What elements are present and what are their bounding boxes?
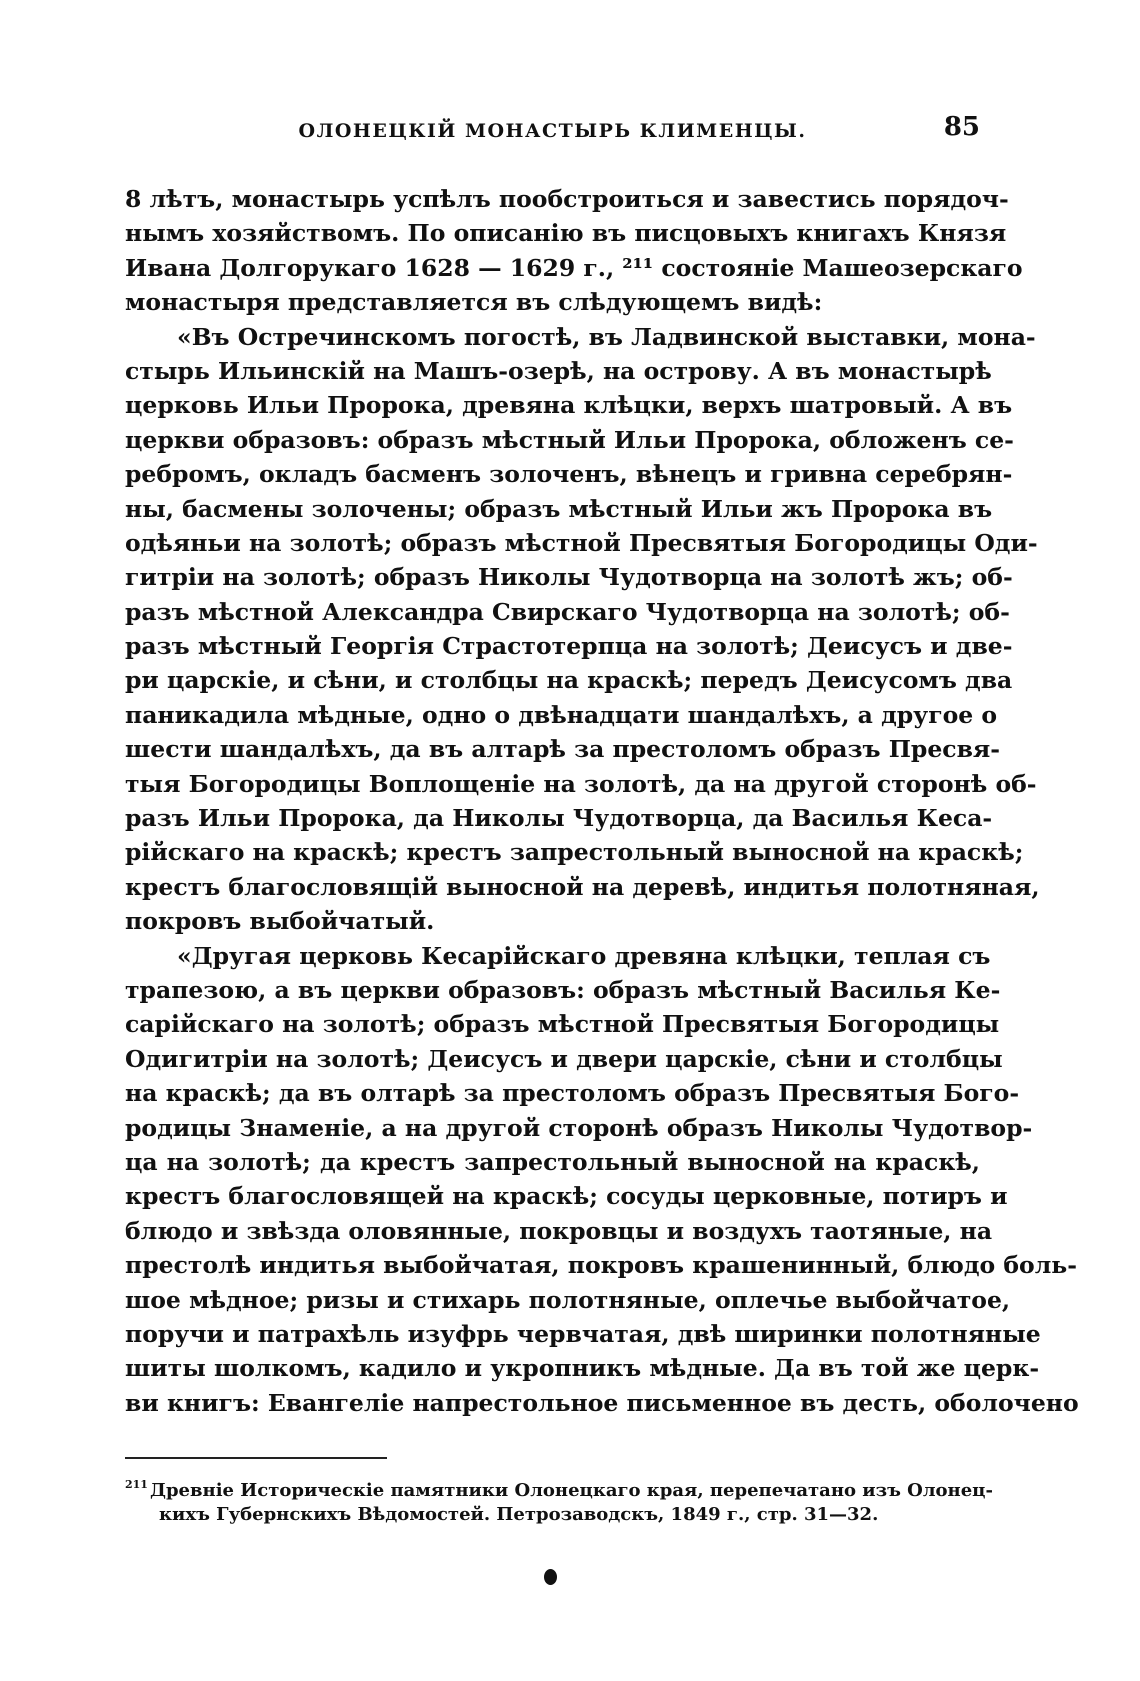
text-line: шое мѣдное; ризы и стихарь полотняные, оплечье выбойчатое, <box>125 1285 1011 1314</box>
text-line: ца на золотѣ; да крестъ запрестольный выносной на краскѣ, <box>125 1147 980 1176</box>
page-number: 85 <box>943 112 980 142</box>
text-line: «Въ Остречинскомъ погостѣ, въ Ладвинской выставки, мона- <box>177 322 1036 351</box>
text-line: стырь Ильинскій на Машъ-озерѣ, на острову. А въ монастырѣ <box>125 356 992 385</box>
text-line: нымъ хозяйствомъ. По описанію въ писцовыхъ книгахъ Князя <box>125 219 1007 248</box>
text-line: ви книгъ: Евангеліе напрестольное письменное въ десть, оболочено <box>125 1388 1079 1417</box>
text-line: шести шандалѣхъ, да въ алтарѣ за престоломъ образъ Пресвя- <box>125 735 1001 764</box>
text-line: тыя Богородицы Воплощеніе на золотѣ, да на другой сторонѣ об- <box>125 769 1037 798</box>
text-line: гитріи на золотѣ; образъ Николы Чудотворца на золотѣ жъ; об- <box>125 563 1013 592</box>
footnote-marker: 211 <box>125 1478 148 1491</box>
text-line: крестъ благословящій выносной на деревѣ, индитья полотняная, <box>125 872 1040 901</box>
footnote-divider <box>125 1457 387 1459</box>
text-line: церковь Ильи Пророка, древяна клѣцки, верхъ шатровый. А въ <box>125 391 1013 420</box>
text-line: монастыря представляется въ слѣдующемъ видѣ: <box>125 288 823 317</box>
text-line: ны, басмены золочены; образъ мѣстный Ильи жъ Пророка въ <box>125 494 993 523</box>
text-line: сарійскаго на золотѣ; образъ мѣстной Пресвятыя Богородицы <box>125 1010 1000 1039</box>
text-line: Ивана Долгорукаго 1628 — 1629 г., ²¹¹ состояніе Машеозерскаго <box>125 253 1023 282</box>
page-header <box>125 108 980 148</box>
text-line: поручи и патрахѣль изуфрь червчатая, двѣ ширинки полотняные <box>125 1319 1041 1348</box>
main-text <box>125 182 1079 1420</box>
text-line: покровъ выбойчатый. <box>125 907 435 936</box>
text-line: разъ мѣстный Георгія Страстотерпца на золотѣ; Деисусъ и две- <box>125 632 1013 661</box>
footnote-text: Древніе Историческіе памятники Олонецкаго края, перепечатано изъ Олонец- <box>149 1480 993 1501</box>
text-line: разъ мѣстной Александра Свирскаго Чудотворца на золотѣ; об- <box>125 597 1010 626</box>
footnote <box>125 1470 993 1530</box>
text-line: престолѣ индитья выбойчатая, покровъ крашенинный, блюдо боль- <box>125 1251 1077 1280</box>
footnote-line: кихъ Губернскихъ Вѣдомостей. Петрозаводскъ, 1849 г., стр. 31—32. <box>159 1504 879 1525</box>
text-line: «Другая церковь Кесарійскаго древяна клѣцки, теплая съ <box>177 941 991 970</box>
footnote-line <box>125 1470 993 1501</box>
text-line: рійскаго на краскѣ; крестъ запрестольный выносной на краскѣ; <box>125 838 1024 867</box>
text-line: одѣяньи на золотѣ; образъ мѣстной Пресвятыя Богородицы Оди- <box>125 528 1038 557</box>
text-line: родицы Знаменіе, а на другой сторонѣ образъ Николы Чудотвор- <box>125 1113 1033 1142</box>
text-line: паникадила мѣдные, одно о двѣнадцати шандалѣхъ, а другое о <box>125 700 998 729</box>
text-line: 8 лѣтъ, монастырь успѣлъ пообстроиться и завестись порядоч- <box>125 185 1009 213</box>
text-line: крестъ благословящей на краскѣ; сосуды церковные, потиръ и <box>125 1182 1008 1211</box>
text-line: трапезою, а въ церкви образовъ: образъ мѣстный Василья Ке- <box>125 975 1001 1004</box>
text-line: церкви образовъ: образъ мѣстный Ильи Пророка, обложенъ се- <box>125 425 1014 454</box>
running-title: ОЛОНЕЦКІЙ МОНАСТЫРЬ КЛИМЕНЦЫ. <box>298 120 807 142</box>
text-line: шиты шолкомъ, кадило и укропникъ мѣдные. Да въ той же церк- <box>125 1354 1040 1383</box>
text-line: разъ Ильи Пророка, да Николы Чудотворца, да Василья Кеса- <box>125 804 993 833</box>
text-line: на краскѣ; да въ олтарѣ за престоломъ образъ Пресвятыя Бого- <box>125 1079 1020 1108</box>
text-line: блюдо и звѣзда оловянные, покровцы и воздухъ таотяные, на <box>125 1216 993 1245</box>
ink-dot <box>544 1569 557 1585</box>
text-line: ребромъ, окладъ басменъ золоченъ, вѣнецъ и гривна серебрян- <box>125 460 1013 489</box>
text-line: Одигитріи на золотѣ; Деисусъ и двери царскіе, сѣни и столбцы <box>125 1044 1003 1073</box>
text-line: ри царскіе, и сѣни, и столбцы на краскѣ; передъ Деисусомъ два <box>125 666 1013 695</box>
